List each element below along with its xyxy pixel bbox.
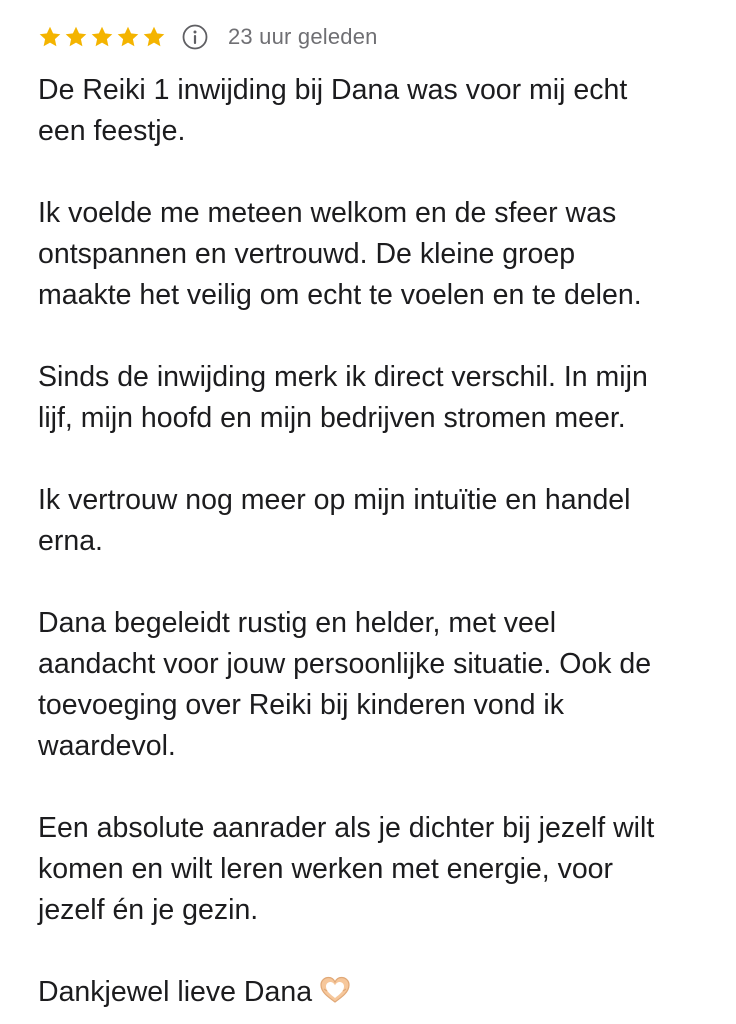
review-paragraph: De Reiki 1 inwijding bij Dana was voor mij echt een feestje. <box>38 74 628 147</box>
review-closing <box>38 972 718 1013</box>
review-card <box>38 22 718 1013</box>
review-timestamp: 23 uur geleden <box>228 24 378 49</box>
star-icon <box>38 25 62 49</box>
review-paragraph: Dana begeleidt rustig en helder, met veel aandacht voor jouw persoonlijke situatie. Ook de toevoeging over Reiki bij kinderen vond ik waardevol. <box>38 607 652 762</box>
star-icon <box>116 25 140 49</box>
review-paragraph: Een absolute aanrader als je dichter bij jezelf wilt komen en wilt leren werken met energie, voor jezelf én je gezin. <box>38 812 655 926</box>
star-icon <box>64 25 88 49</box>
review-text <box>38 70 718 1013</box>
star-rating <box>38 25 168 49</box>
star-icon <box>142 25 166 49</box>
review-meta <box>38 22 718 52</box>
heart-hands-icon <box>318 975 352 1005</box>
review-closing-text: Dankjewel lieve Dana <box>38 976 313 1008</box>
review-paragraph: Sinds de inwijding merk ik direct verschil. In mijn lijf, mijn hoofd en mijn bedrijven stromen meer. <box>38 361 648 434</box>
star-icon <box>90 25 114 49</box>
review-paragraph: Ik vertrouw nog meer op mijn intuïtie en handel erna. <box>38 484 631 557</box>
info-circle-icon[interactable] <box>182 24 208 50</box>
review-paragraph: Ik voelde me meteen welkom en de sfeer was ontspannen en vertrouwd. De kleine groep maakte het veilig om echt te voelen en te delen. <box>38 197 642 311</box>
